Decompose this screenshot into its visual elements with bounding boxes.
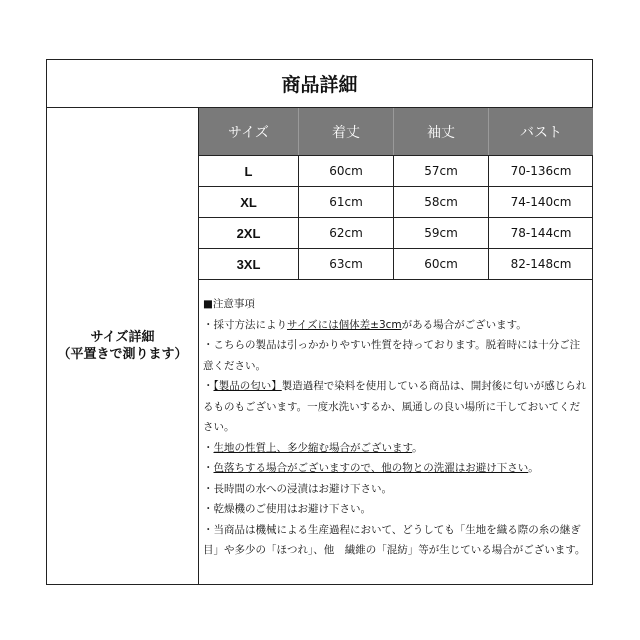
- cell-length: 61cm: [299, 187, 394, 218]
- notes-section: [199, 290, 593, 561]
- size-details-label: [47, 108, 199, 584]
- cell-size: 2XL: [199, 218, 299, 249]
- cell-sleeve: 58cm: [394, 187, 489, 218]
- cell-size: XL: [199, 187, 299, 218]
- note-item: ・当商品は機械による生産過程において、どうしても「生地を織る際の糸の継ぎ目」や多少の「ほつれ」、他 繊維の「混紡」等が生じている場合がございます。: [203, 523, 586, 556]
- size-details-label-line1: サイズ詳細: [90, 330, 155, 345]
- cell-bust: 70-136cm: [489, 156, 594, 187]
- header-size: サイズ: [199, 108, 299, 156]
- cell-size: 3XL: [199, 249, 299, 280]
- cell-length: 60cm: [299, 156, 394, 187]
- cell-length: 63cm: [299, 249, 394, 280]
- table-row: [199, 156, 593, 187]
- header-sleeve: 袖丈: [394, 108, 489, 156]
- note-item: ・生地の性質上、多少縮む場合がございます。: [203, 441, 423, 454]
- cell-sleeve: 57cm: [394, 156, 489, 187]
- size-table-header-row: [199, 108, 593, 156]
- note-item: ・乾燥機のご使用はお避け下さい。: [203, 503, 371, 515]
- header-bust: バスト: [489, 108, 594, 156]
- size-details-label-line2: （平置きで測ります）: [57, 347, 188, 362]
- cell-bust: 78-144cm: [489, 218, 594, 249]
- header-length: 着丈: [299, 108, 394, 156]
- note-item: ・長時間の水への浸漬はお避け下さい。: [203, 482, 392, 495]
- cell-sleeve: 60cm: [394, 249, 489, 280]
- cell-bust: 82-148cm: [489, 249, 594, 280]
- product-details-frame: [46, 59, 593, 585]
- note-item: ・【製品の匂い】製造過程で染料を使用している商品は、開封後に匂いが感じられるものもございます。一度水洗いするか、風通しの良い場所に干しておいてください。: [203, 380, 587, 433]
- notes-heading: ■注意事項: [203, 298, 255, 310]
- size-table: [199, 108, 593, 280]
- cell-length: 62cm: [299, 218, 394, 249]
- note-item: ・こちらの製品は引っかかりやすい性質を持っております。脱着時には十分ご注意ください。: [203, 339, 581, 372]
- table-row: [199, 187, 593, 218]
- cell-sleeve: 59cm: [394, 218, 489, 249]
- table-row: [199, 218, 593, 249]
- note-item: ・色落ちする場合がございますので、他の物との洗濯はお避け下さい。: [203, 462, 539, 474]
- cell-size: L: [199, 156, 299, 187]
- page-title: 商品詳細: [47, 60, 592, 108]
- table-row: [199, 249, 593, 280]
- cell-bust: 74-140cm: [489, 187, 594, 218]
- note-item: ・採寸方法によりサイズには個体差±3cmがある場合がございます。: [203, 318, 527, 331]
